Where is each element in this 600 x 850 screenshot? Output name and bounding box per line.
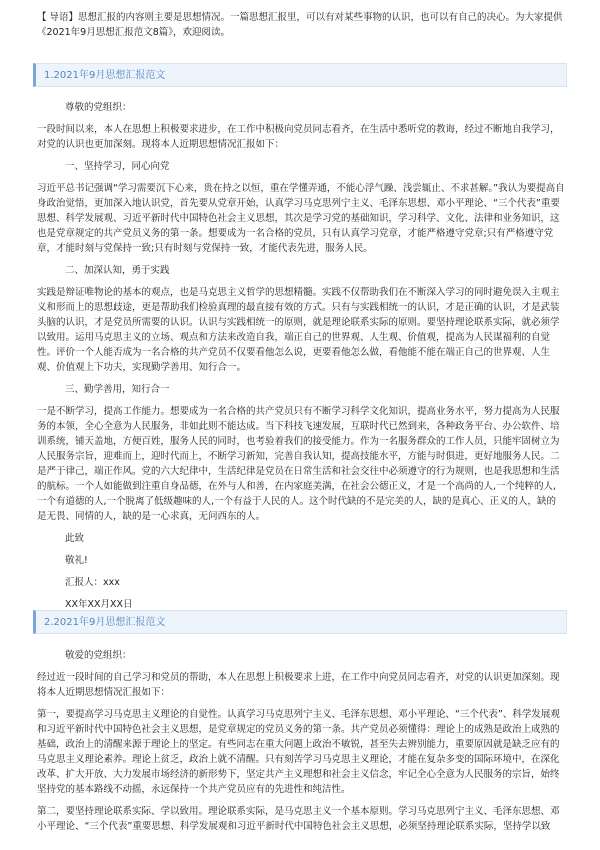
paragraph-1-1: 一段时间以来，本人在思想上积极要求进步，在工作中积极向党员同志看齐，在生活中悉听党的教诲，经过不断地自我学习，对党的认识也更加深刻。现将本人近期思想情况汇报如下： xyxy=(37,124,560,150)
intro-block xyxy=(37,10,565,40)
section-header-1 xyxy=(33,63,567,87)
paragraph-2-3: 第二，要坚持理论联系实际、学以致用。理论联系实际，是马克思主义一个基本原则。学习马克思列宁主义、毛泽东思想、邓小平理论、“三个代表”重要思想、科学发展观和习近平新时代中国特色社会主义思想，必须坚持理论联系实际，坚持学以致 xyxy=(37,806,560,832)
section-body-2 xyxy=(37,648,565,834)
paragraph-1-4: 一是不断学习，提高工作能力。想要成为一名合格的共产党员只有不断学习科学文化知识，提高业务水平，努力提高为人民服务的本领，全心全意为人民服务，非如此则不能达成。当下科技飞速发展，互联时代已然到来，各种政务平台、办公软件、培训系统，铺天盖地，方便百姓，服务人民的同时，也考验着我们的接受能力。作为一名服务群众的工作人员，只能牢固树立为人民服务宗旨，迎难而上，迎时代而上，不断学习新知，完善自我认知，提高技能水平，方能与时俱进，更好地服务人民。二是严于律己，端正作风。党的六大纪律中，生活纪律是党员在日常生活和社会交往中必须遵守的行为规则，也是我思想和生活的航标。一个人如能做到注重自身品德，在外与人和善，在内家庭美满，在社会公德正义，才是一个高尚的人,一个纯粹的人,一个有道德的人,一个脱离了低级趣味的人,一个有益于人民的人。这个时代缺的不是完美的人，缺的是真心、正义的人，缺的是无畏、同情的人，缺的是一心求真，无问西东的人。 xyxy=(37,406,560,522)
paragraph-2-1: 经过近一段时间的自己学习和党员的帮助，本人在思想上积极要求上进，在工作中向党员同志看齐，对党的认识更加深刻。现将本人近期思想情况汇报如下： xyxy=(37,672,560,698)
heading-1-3: 三、勤学善用，知行合一 xyxy=(65,384,170,395)
heading-1-2: 二、加深认知，勇于实践 xyxy=(65,265,170,276)
date: XX年XX月XX日 xyxy=(65,599,133,610)
closing-2: 敬礼! xyxy=(65,555,88,566)
paragraph-2-2: 第一，要提高学习马克思主义理论的自觉性。认真学习马克思列宁主义、毛泽东思想、邓小平理论、“三个代表”、科学发展观和习近平新时代中国特色社会主义思想，是党章规定的党员义务的第一条。共产党员必须懂得：理论上的成熟是政治上成熟的基础，政治上的清醒来源于理论上的坚定。有些同志在重大问题上政治不敏锐，甚至失去辨别能力，重要原因就是缺乏应有的马克思主义理论素养。理论上贫乏，政治上就不清醒。只有刻苦学习马克思主义理论，才能在复杂多变的国际环境中，在深化改革、扩大开放、大力发展市场经济的新形势下，坚定共产主义理想和社会主义信念，牢记全心全意为人民服务的宗旨，始终坚持党的基本路线不动摇，永远保持一个共产党员应有的先进性和纯洁性。 xyxy=(37,709,560,795)
intro-text: 【 导语】思想汇报的内容则主要是思想情况。一篇思想汇报里，可以有对某些事物的认识，也可以有自己的决心。为大家提供《2021年9月思想汇报范文8篇》，欢迎阅读。 xyxy=(37,12,563,38)
salutation-2: 敬爱的党组织： xyxy=(65,650,132,661)
section-title-1: 1.2021年9月思想汇报范文 xyxy=(44,70,166,81)
closing-1: 此致 xyxy=(65,533,85,544)
paragraph-1-2: 习近平总书记强调“学习需要沉下心来，贵在持之以恒，重在学懂弄通，不能心浮气躁、浅尝辄止、不求甚解。”我认为要提高自身政治觉悟，更加深入地认识党，首先要从党章开始，认真学习马克思列宁主义、毛泽东思想、邓小平理论、“三个代表”重要思想、科学发展观、习近平新时代中国特色社会主义思想，其次是学习党的基础知识，学习科学、文化、法律和业务知识，这也是党章规定的共产党员义务的第一条。想要成为一名合格的党员，只有认真学习党章，才能严格遵守党章;只有严格遵守党章，才能时刻与党保持一致;只有时刻与党保持一致，才能代表先进，服务人民。 xyxy=(37,183,565,254)
section-header-2 xyxy=(33,610,567,634)
paragraph-1-3: 实践是辩证唯物论的基本的观点，也是马克思主义哲学的思想精髓。实践不仅帮助我们在不断深入学习的同时避免误入主观主义和形而上的思想歧途，更是帮助我们检验真理的最直接有效的方式。只有与实践相统一的认识，才是正确的认识，才是武装头脑的认识，才是党员所需要的认识。认识与实践相统一的原则，就是理论联系实际的原则。要坚持理论联系实际，就必须学以致用。运用马克思主义的立场、观点和方法来改造自我，端正自己的世界观、人生观、价值观，提高为人民谋福利的自觉性。评价一个人能否成为一名合格的共产党员不仅要看他怎么说，更要看他怎么做，看他能不能在端正自己的世界观、人生观、价值观上下功夫，实现勤学善用、知行合一。 xyxy=(37,287,560,373)
reporter: 汇报人：xxx xyxy=(65,577,120,588)
salutation-1: 尊敬的党组织： xyxy=(65,102,132,113)
section-body-1 xyxy=(37,100,565,612)
heading-1-1: 一、坚持学习，同心向党 xyxy=(65,161,170,172)
section-title-2: 2.2021年9月思想汇报范文 xyxy=(44,617,166,628)
